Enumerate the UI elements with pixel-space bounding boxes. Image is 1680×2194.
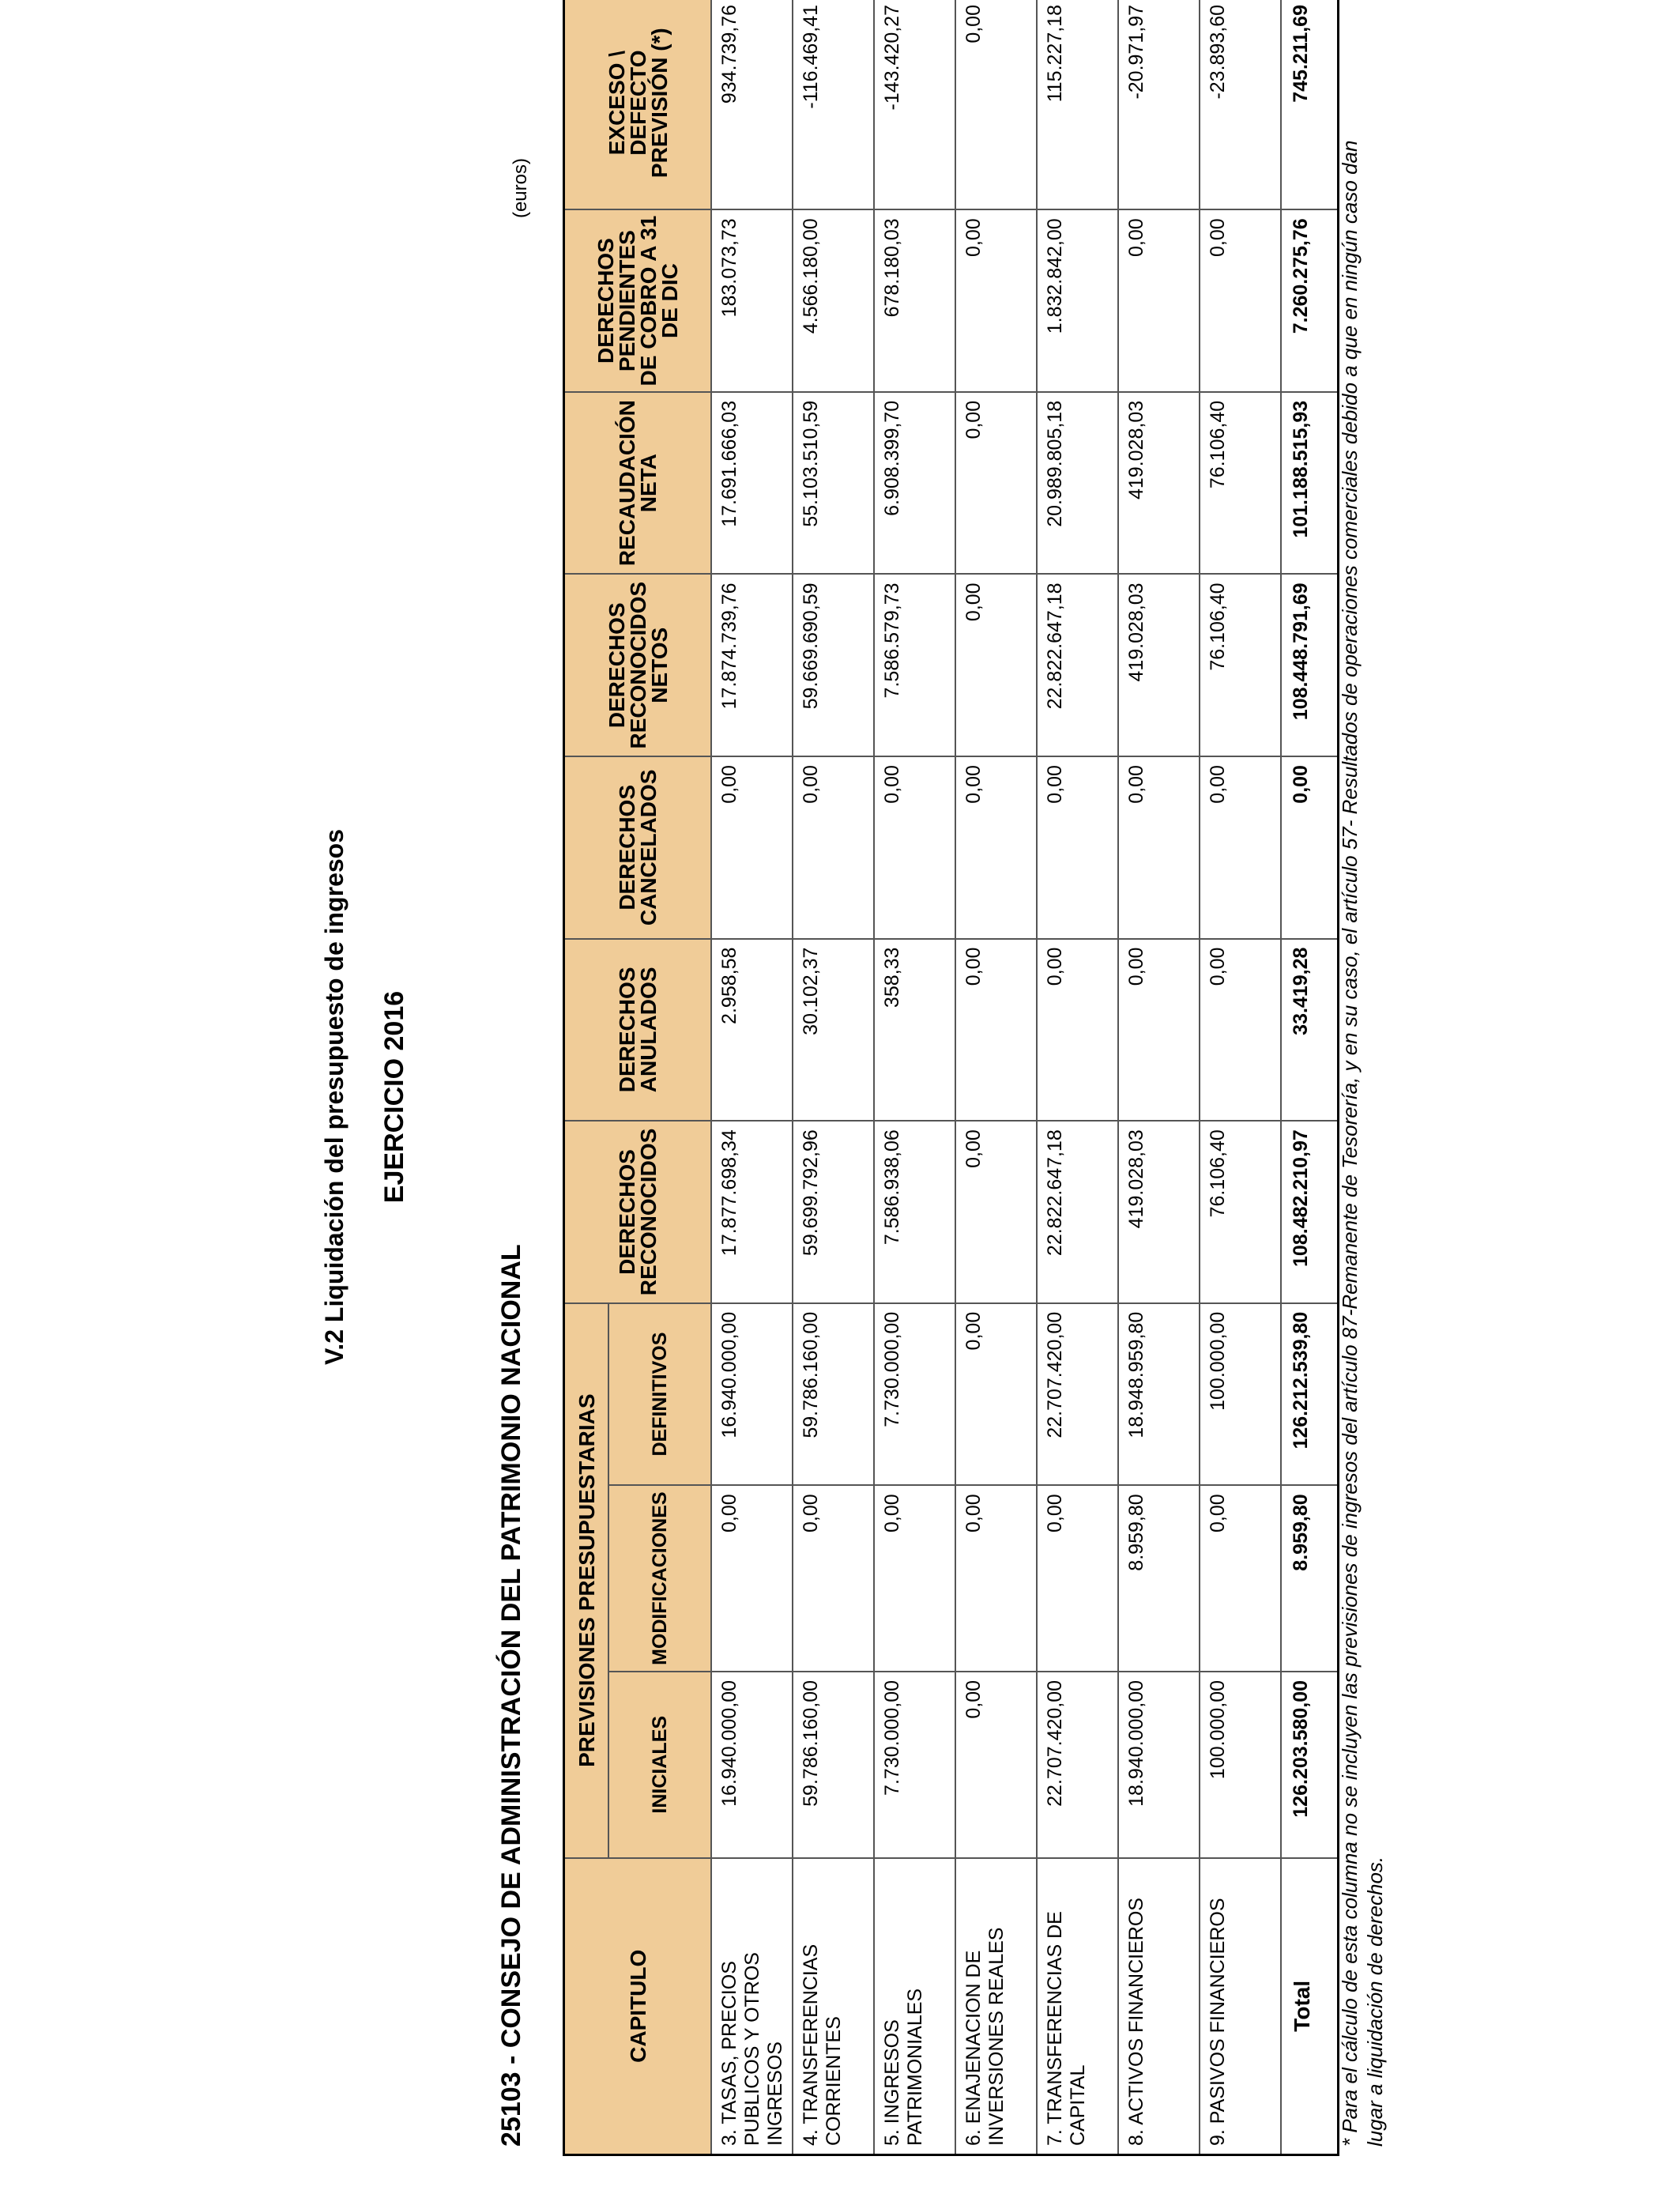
value-cell: 0,00 [955, 1485, 1037, 1672]
header-previsiones-group: PREVISIONES PRESUPUESTARIAS [564, 1303, 609, 1858]
header-derechos-pendientes: DERECHOS PENDIENTES DE COBRO A 31 DE DIC [564, 209, 712, 392]
value-cell: 0,00 [1037, 756, 1118, 939]
value-cell: 0,00 [1200, 939, 1281, 1122]
capitulo-cell: 6. ENAJENACION DE INVERSIONES REALES [955, 1858, 1037, 2155]
value-cell: 16.940.000,00 [711, 1303, 793, 1486]
value-cell: 0,00 [955, 209, 1037, 392]
value-cell: 0,00 [1200, 756, 1281, 939]
value-cell: 55.103.510,59 [793, 392, 874, 575]
header-derechos-cancelados: DERECHOS CANCELADOS [564, 756, 712, 939]
value-cell: 0,00 [1200, 209, 1281, 392]
value-cell: 0,00 [1037, 939, 1118, 1122]
value-cell: 0,00 [1118, 939, 1200, 1122]
table-row [1037, 0, 1118, 2155]
year-label: EJERCICIO 2016 [379, 990, 409, 1204]
capitulo-cell: 9. PASIVOS FINANCIEROS [1200, 1858, 1281, 2155]
total-label: Total [1281, 1858, 1339, 2155]
value-cell: 0,00 [955, 392, 1037, 575]
header-derechos-reconocidos-netos: DERECHOS RECONOCIDOS NETOS [564, 574, 712, 756]
value-cell: 1.832.842,00 [1037, 209, 1118, 392]
value-cell: 76.106,40 [1200, 1121, 1281, 1303]
header-derechos-anulados: DERECHOS ANULADOS [564, 939, 712, 1122]
table-row [874, 0, 955, 2155]
value-cell: 745.211,69 [1281, 0, 1339, 209]
value-cell: 0,00 [874, 756, 955, 939]
value-cell: 20.989.805,18 [1037, 392, 1118, 575]
value-cell: 59.786.160,00 [793, 1303, 874, 1486]
value-cell: 0,00 [1118, 756, 1200, 939]
value-cell: 100.000,00 [1200, 1672, 1281, 1858]
capitulo-cell: 3. TASAS, PRECIOS PUBLICOS Y OTROS INGRESOS [711, 1858, 793, 2155]
table-row [793, 0, 874, 2155]
footnote: * Para el cálculo de esta columna no se incluyen las previsiones de ingresos del artículo 87-Remanente de Tesorería, y en su caso, el artículo 57- Resultados de operaciones comerciales debido a que en ningún caso dan lugar a liquidación de derechos. [1338, 140, 1387, 2147]
value-cell: 22.822.647,18 [1037, 574, 1118, 756]
value-cell: 8.959,80 [1281, 1485, 1339, 1672]
value-cell: 0,00 [1281, 756, 1339, 939]
value-cell: 0,00 [711, 1485, 793, 1672]
value-cell: 7.730.000,00 [874, 1303, 955, 1486]
value-cell: 419.028,03 [1118, 1121, 1200, 1303]
total-row [1281, 0, 1339, 2155]
value-cell: 126.212.539,80 [1281, 1303, 1339, 1486]
value-cell: 7.586.938,06 [874, 1121, 955, 1303]
report-title: V.2 Liquidación del presupuesto de ingresos [320, 828, 348, 1366]
value-cell: 419.028,03 [1118, 392, 1200, 575]
header-capitulo: CAPITULO [564, 1858, 712, 2155]
value-cell: 0,00 [955, 574, 1037, 756]
value-cell: 934.739,76 [711, 0, 793, 209]
value-cell: 30.102,37 [793, 939, 874, 1122]
value-cell: 16.940.000,00 [711, 1672, 793, 1858]
value-cell: 33.419,28 [1281, 939, 1339, 1122]
value-cell: 678.180,03 [874, 209, 955, 392]
value-cell: 7.730.000,00 [874, 1672, 955, 1858]
value-cell: 18.948.959,80 [1118, 1303, 1200, 1486]
table-row [955, 0, 1037, 2155]
header-derechos-reconocidos: DERECHOS RECONOCIDOS [564, 1121, 712, 1303]
value-cell: 2.958,58 [711, 939, 793, 1122]
value-cell: -20.971,97 [1118, 0, 1200, 209]
value-cell: 6.908.399,70 [874, 392, 955, 575]
value-cell: 22.822.647,18 [1037, 1121, 1118, 1303]
value-cell: 358,33 [874, 939, 955, 1122]
capitulo-cell: 8. ACTIVOS FINANCIEROS [1118, 1858, 1200, 2155]
table-body [711, 0, 1339, 2155]
value-cell: 7.260.275,76 [1281, 209, 1339, 392]
value-cell: 0,00 [874, 1485, 955, 1672]
capitulo-cell: 5. INGRESOS PATRIMONIALES [874, 1858, 955, 2155]
value-cell: 115.227,18 [1037, 0, 1118, 209]
value-cell: 108.448.791,69 [1281, 574, 1339, 756]
value-cell: 4.566.180,00 [793, 209, 874, 392]
value-cell: 0,00 [955, 1303, 1037, 1486]
value-cell: 419.028,03 [1118, 574, 1200, 756]
header-definitivos: DEFINITIVOS [608, 1303, 711, 1486]
value-cell: 0,00 [793, 1485, 874, 1672]
organization-heading: 25103 - CONSEJO DE ADMINISTRACIÓN DEL PATRIMONIO NACIONAL [496, 1244, 526, 2147]
value-cell: 17.691.666,03 [711, 392, 793, 575]
value-cell: 0,00 [793, 756, 874, 939]
value-cell: 108.482.210,97 [1281, 1121, 1339, 1303]
value-cell: 0,00 [955, 1121, 1037, 1303]
units-label: (euros) [510, 158, 531, 219]
value-cell: 22.707.420,00 [1037, 1303, 1118, 1486]
value-cell: 59.786.160,00 [793, 1672, 874, 1858]
value-cell: 126.203.580,00 [1281, 1672, 1339, 1858]
value-cell: 0,00 [955, 1672, 1037, 1858]
budget-table [563, 0, 1339, 2156]
header-exceso-defecto: EXCESO \ DEFECTO PREVISIÓN (*) [564, 0, 712, 209]
value-cell: 76.106,40 [1200, 392, 1281, 575]
value-cell: 17.874.739,76 [711, 574, 793, 756]
value-cell: 0,00 [1037, 1485, 1118, 1672]
value-cell: 183.073,73 [711, 209, 793, 392]
value-cell: -143.420,27 [874, 0, 955, 209]
header-recaudacion-neta: RECAUDACIÓN NETA [564, 392, 712, 575]
value-cell: -23.893,60 [1200, 0, 1281, 209]
value-cell: 0,00 [711, 756, 793, 939]
value-cell: 18.940.000,00 [1118, 1672, 1200, 1858]
table-row [1200, 0, 1281, 2155]
header-modificaciones: MODIFICACIONES [608, 1485, 711, 1672]
capitulo-cell: 7. TRANSFERENCIAS DE CAPITAL [1037, 1858, 1118, 2155]
value-cell: 0,00 [955, 939, 1037, 1122]
value-cell: 101.188.515,93 [1281, 392, 1339, 575]
value-cell: 17.877.698,34 [711, 1121, 793, 1303]
value-cell: 8.959,80 [1118, 1485, 1200, 1672]
value-cell: 0,00 [955, 756, 1037, 939]
value-cell: 76.106,40 [1200, 574, 1281, 756]
value-cell: 59.669.690,59 [793, 574, 874, 756]
value-cell: -116.469,41 [793, 0, 874, 209]
capitulo-cell: 4. TRANSFERENCIAS CORRIENTES [793, 1858, 874, 2155]
value-cell: 0,00 [1118, 209, 1200, 392]
value-cell: 7.586.579,73 [874, 574, 955, 756]
table-row [1118, 0, 1200, 2155]
header-iniciales: INICIALES [608, 1672, 711, 1858]
table-row [711, 0, 793, 2155]
value-cell: 0,00 [1200, 1485, 1281, 1672]
value-cell: 59.699.792,96 [793, 1121, 874, 1303]
value-cell: 0,00 [955, 0, 1037, 209]
value-cell: 100.000,00 [1200, 1303, 1281, 1486]
value-cell: 22.707.420,00 [1037, 1672, 1118, 1858]
